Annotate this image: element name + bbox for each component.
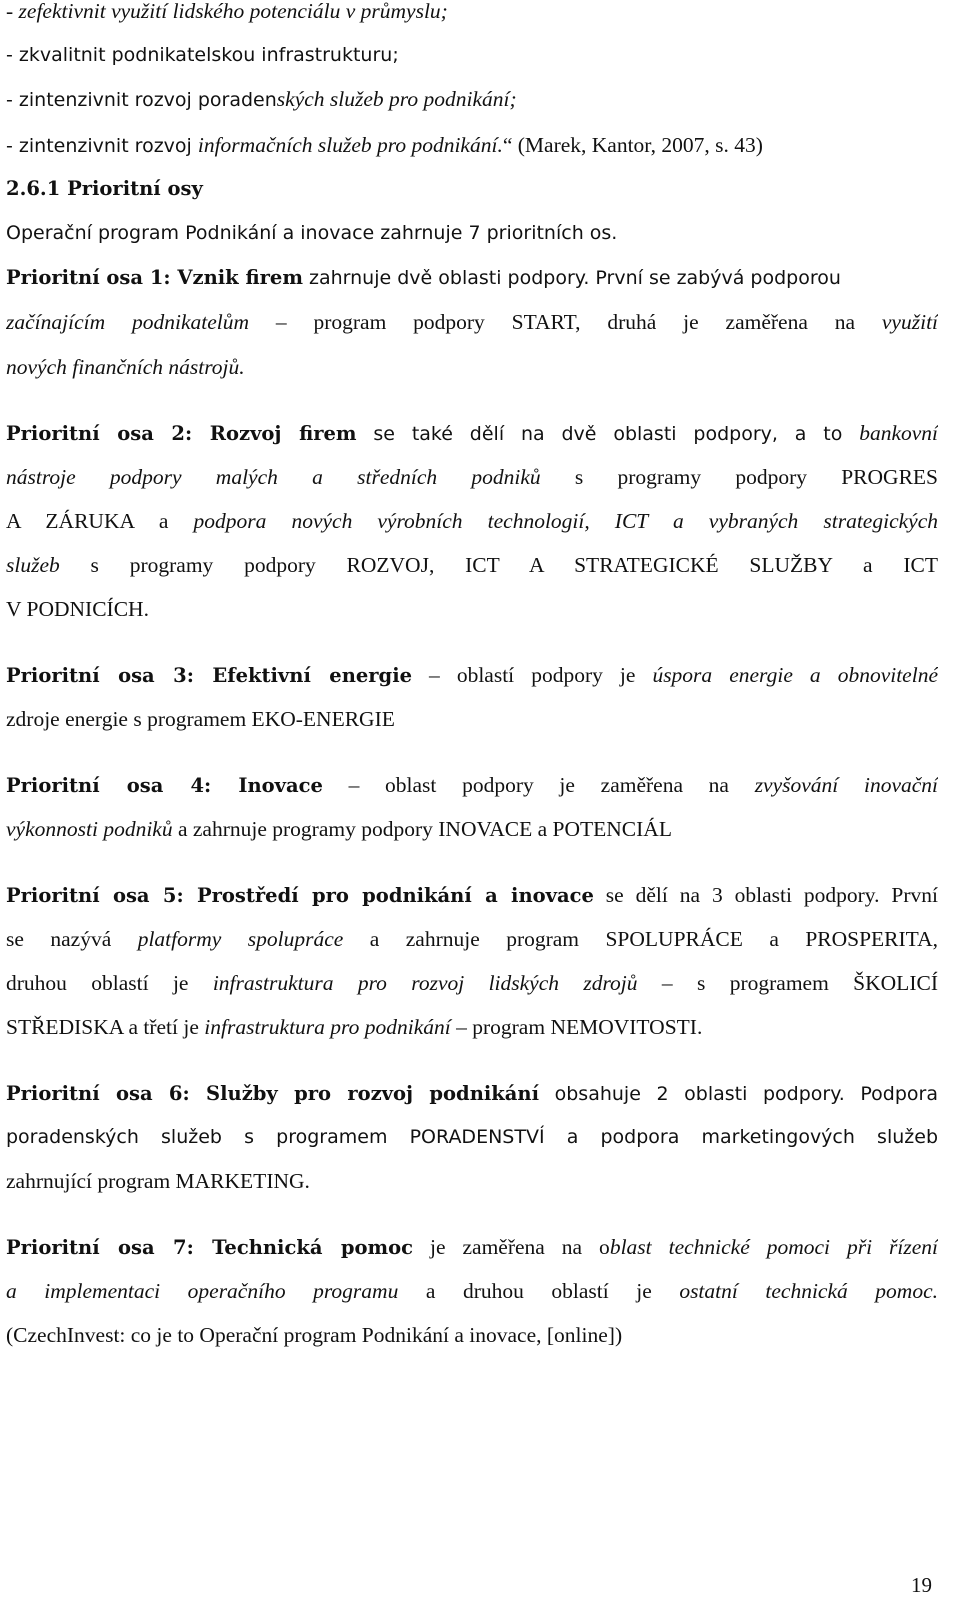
paragraph-line: Prioritní osa 4: Inovace – oblast podpory je zaměřena na zvyšování inovační xyxy=(6,773,938,797)
paragraph-line: Prioritní osa 1: Vznik firem zahrnuje dvě oblasti podpory. První se zabývá podporou xyxy=(6,266,841,289)
paragraph-line: Prioritní osa 7: Technická pomoc je zaměřena na oblast technické pomoci při řízení xyxy=(6,1235,938,1259)
paragraph-line: výkonnosti podniků a zahrnuje programy podpory INOVACE a POTENCIÁL xyxy=(6,817,672,841)
paragraph-line: druhou oblastí je infrastruktura pro rozvoj lidských zdrojů – s programem ŠKOLICÍ xyxy=(6,971,938,995)
paragraph-line: začínajícím podnikatelům – program podpory START, druhá je zaměřena na využití xyxy=(6,310,938,334)
paragraph-line: V PODNICÍCH. xyxy=(6,597,149,621)
bullet-line: - zintenzivnit rozvoj informačních služeb pro podnikání.“ (Marek, Kantor, 2007, s. 43) xyxy=(6,133,763,157)
paragraph-line: zahrnující program MARKETING. xyxy=(6,1169,310,1193)
paragraph-line: Prioritní osa 3: Efektivní energie – oblastí podpory je úspora energie a obnovitelné xyxy=(6,663,938,687)
paragraph-line: A ZÁRUKA a podpora nových výrobních technologií, ICT a vybraných strategických xyxy=(6,509,938,533)
paragraph-line: zdroje energie s programem EKO-ENERGIE xyxy=(6,707,395,731)
section-intro: Operační program Podnikání a inovace zahrnuje 7 prioritních os. xyxy=(6,222,618,244)
page-number: 19 xyxy=(911,1573,932,1597)
bullet-line: - zintenzivnit rozvoj poradenských služeb pro podnikání; xyxy=(6,87,517,111)
paragraph-line: Prioritní osa 6: Služby pro rozvoj podnikání obsahuje 2 oblasti podpory. Podpora xyxy=(6,1082,938,1105)
section-heading: 2.6.1 Prioritní osy xyxy=(6,177,203,200)
paragraph-line: poradenských služeb s programem PORADENSTVÍ a podpora marketingových služeb xyxy=(6,1126,938,1148)
paragraph-line: Prioritní osa 5: Prostředí pro podnikání a inovace se dělí na 3 oblasti podpory. První xyxy=(6,883,938,907)
bullet-line: - zkvalitnit podnikatelskou infrastrukturu; xyxy=(6,44,399,66)
paragraph-line: služeb s programy podpory ROZVOJ, ICT A STRATEGICKÉ SLUŽBY a ICT xyxy=(6,553,938,577)
paragraph-line: STŘEDISKA a třetí je infrastruktura pro podnikání – program NEMOVITOSTI. xyxy=(6,1015,703,1039)
paragraph-line: Prioritní osa 2: Rozvoj firem se také dělí na dvě oblasti podpory, a to bankovní xyxy=(6,421,938,445)
paragraph-line: nových finančních nástrojů. xyxy=(6,355,245,379)
bullet-line: - zefektivnit využití lidského potenciálu v průmyslu; xyxy=(6,0,448,23)
citation-line: (CzechInvest: co je to Operační program Podnikání a inovace, [online]) xyxy=(6,1323,623,1347)
paragraph-line: a implementaci operačního programu a druhou oblastí je ostatní technická pomoc. xyxy=(6,1279,938,1303)
paragraph-line: nástroje podpory malých a středních podniků s programy podpory PROGRES xyxy=(6,465,938,489)
paragraph-line: se nazývá platformy spolupráce a zahrnuje program SPOLUPRÁCE a PROSPERITA, xyxy=(6,927,938,951)
